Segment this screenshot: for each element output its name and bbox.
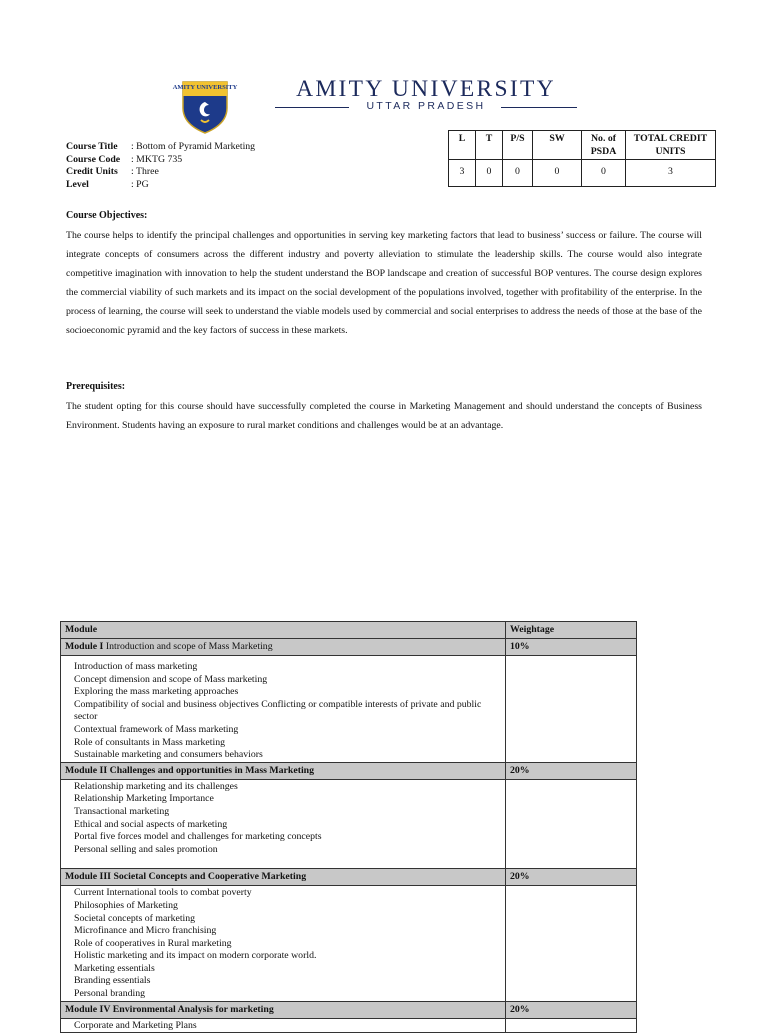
credit-value-cell: 0 [476, 160, 503, 187]
module-topics-row [61, 1018, 637, 1033]
topic-item: Philosophies of Marketing [74, 899, 178, 911]
topic-item: Relationship Marketing Importance [74, 793, 214, 805]
topic-item: Relationship marketing and its challenges [74, 780, 238, 792]
module-title-row [61, 762, 637, 779]
module-title-bold: Module III Societal Concepts and Cooperative Marketing [65, 871, 307, 883]
credit-units-row [66, 166, 159, 178]
topic-item: Concept dimension and scope of Mass marketing [74, 673, 268, 685]
module-topics-row [61, 886, 637, 1001]
credit-header-cell: L [449, 131, 476, 160]
topic-item: Marketing essentials [74, 962, 155, 974]
module-title-bold: Module IV Environmental Analysis for marketing [65, 1003, 274, 1015]
credit-structure-table [448, 130, 716, 187]
university-name: AMITY UNIVERSITY [296, 76, 556, 102]
credit-table-header-row [449, 131, 716, 160]
module-title-bold: Module I [65, 641, 104, 652]
credit-header-cell: P/S [503, 131, 533, 160]
objectives-text: The course helps to identify the principal challenges and opportunities in serving key marketing factors that lead to business’ success or failure. The course will integrate concepts of consumers across the different industry and poverty alleviation to stimulate the leadership skills. The course would also integrate competitive imagination with innovation to help the student understand the BOP landscape and creation of successful BOP ventures. The course design explores the commercial viability of such markets and its impact on the social development of the populations involved, together with profitability of the enterprise. In the process of learning, the course will seek to understand the viable models used by commercial and social enterprises to address the needs of those at the base of the socioeconomic pyramid and the key factors of success in these markets. [66, 230, 702, 336]
logo-text: AMITY UNIVERSITY [172, 84, 238, 91]
module-table [60, 621, 637, 1033]
course-code-value: : MKTG 735 [131, 153, 183, 165]
module-topics-row [61, 779, 637, 869]
credit-units-value: : Three [131, 166, 159, 177]
level-row [66, 179, 149, 191]
topic-item: Portal five forces model and challenges for marketing concepts [74, 831, 322, 843]
topic-item: Societal concepts of marketing [74, 912, 196, 924]
module-column-header: Module [61, 622, 506, 639]
module-weight: 20% [506, 869, 637, 886]
topic-item: Current International tools to combat poverty [74, 887, 252, 899]
topic-item: Ethical and social aspects of marketing [74, 818, 228, 830]
module-title-row [61, 1001, 637, 1018]
topic-item: Holistic marketing and its impact on modern corporate world. [74, 950, 317, 962]
level-label: Level [66, 178, 89, 190]
credit-value-cell: 3 [449, 160, 476, 187]
topic-item: Sustainable marketing and consumers behaviors [74, 749, 263, 761]
topic-item: Personal branding [74, 988, 146, 1000]
empty-weight-cell [506, 656, 637, 763]
course-title-label: Course Title [66, 141, 118, 152]
credit-value-cell: 3 [626, 160, 716, 187]
module-weight: 20% [506, 762, 637, 779]
module-title-rest: Introduction and scope of Mass Marketing [103, 641, 273, 652]
prerequisites-heading: Prerequisites: [66, 381, 126, 392]
module-topics-row [61, 656, 637, 763]
topic-item: Corporate and Marketing Plans [74, 1019, 197, 1031]
credit-header-cell: TOTAL CREDIT UNITS [626, 131, 716, 160]
topic-item: Branding essentials [74, 975, 151, 987]
module-topics [61, 779, 506, 869]
course-code-label: Course Code [66, 153, 121, 165]
empty-weight-cell [506, 886, 637, 1001]
module-title [61, 639, 506, 656]
topic-item: Exploring the mass marketing approaches [74, 686, 239, 698]
topic-item: Contextual framework of Mass marketing [74, 723, 239, 735]
credit-units-label: Credit Units [66, 166, 118, 177]
level-value: : PG [131, 178, 149, 190]
module-topics [61, 1018, 506, 1033]
module-weight: 20% [506, 1001, 637, 1018]
topic-item: Role of cooperatives in Rural marketing [74, 937, 232, 949]
module-title [61, 1001, 506, 1018]
module-topics [61, 656, 506, 763]
credit-header-cell: SW [533, 131, 582, 160]
empty-weight-cell [506, 1018, 637, 1033]
credit-header-cell: T [476, 131, 503, 160]
spacer [74, 856, 501, 868]
prerequisites-text: The student opting for this course should have successfully completed the course in Marketing Management and should understand the concepts of Business Environment. Students having an exposure to rural market conditions and challenges would be at an advantage. [66, 401, 702, 431]
empty-weight-cell [506, 779, 637, 869]
topic-item: Personal selling and sales promotion [74, 843, 218, 855]
topic-item: Compatibility of social and business objectives Conflicting or compatible interests of private and public sector [74, 698, 482, 723]
campus-name: UTTAR PRADESH [366, 100, 486, 112]
topic-item: Microfinance and Micro franchising [74, 925, 217, 937]
course-title-value: : Bottom of Pyramid Marketing [131, 141, 256, 152]
module-topics [61, 886, 506, 1001]
module-title-row [61, 639, 637, 656]
topic-item: Introduction of mass marketing [74, 661, 198, 672]
credit-header-cell: No. of PSDA [582, 131, 626, 160]
university-crest-icon [172, 78, 238, 134]
course-code-row [66, 154, 182, 166]
topic-item: Transactional marketing [74, 805, 170, 817]
credit-value-cell: 0 [582, 160, 626, 187]
credit-value-cell: 0 [533, 160, 582, 187]
module-title [61, 762, 506, 779]
module-weight: 10% [506, 639, 637, 656]
topic-item: Role of consultants in Mass marketing [74, 736, 226, 748]
course-title-row [66, 141, 255, 153]
subtitle-rule-right [501, 107, 577, 108]
credit-value-cell: 0 [503, 160, 533, 187]
weightage-column-header: Weightage [506, 622, 637, 639]
module-title-bold: Module II Challenges and opportunities in Mass Marketing [65, 764, 315, 776]
module-title-row [61, 869, 637, 886]
campus-subtitle [275, 100, 577, 116]
objectives-heading: Course Objectives: [66, 210, 148, 221]
credit-table-value-row [449, 160, 716, 187]
module-table-header [61, 622, 637, 639]
module-title [61, 869, 506, 886]
